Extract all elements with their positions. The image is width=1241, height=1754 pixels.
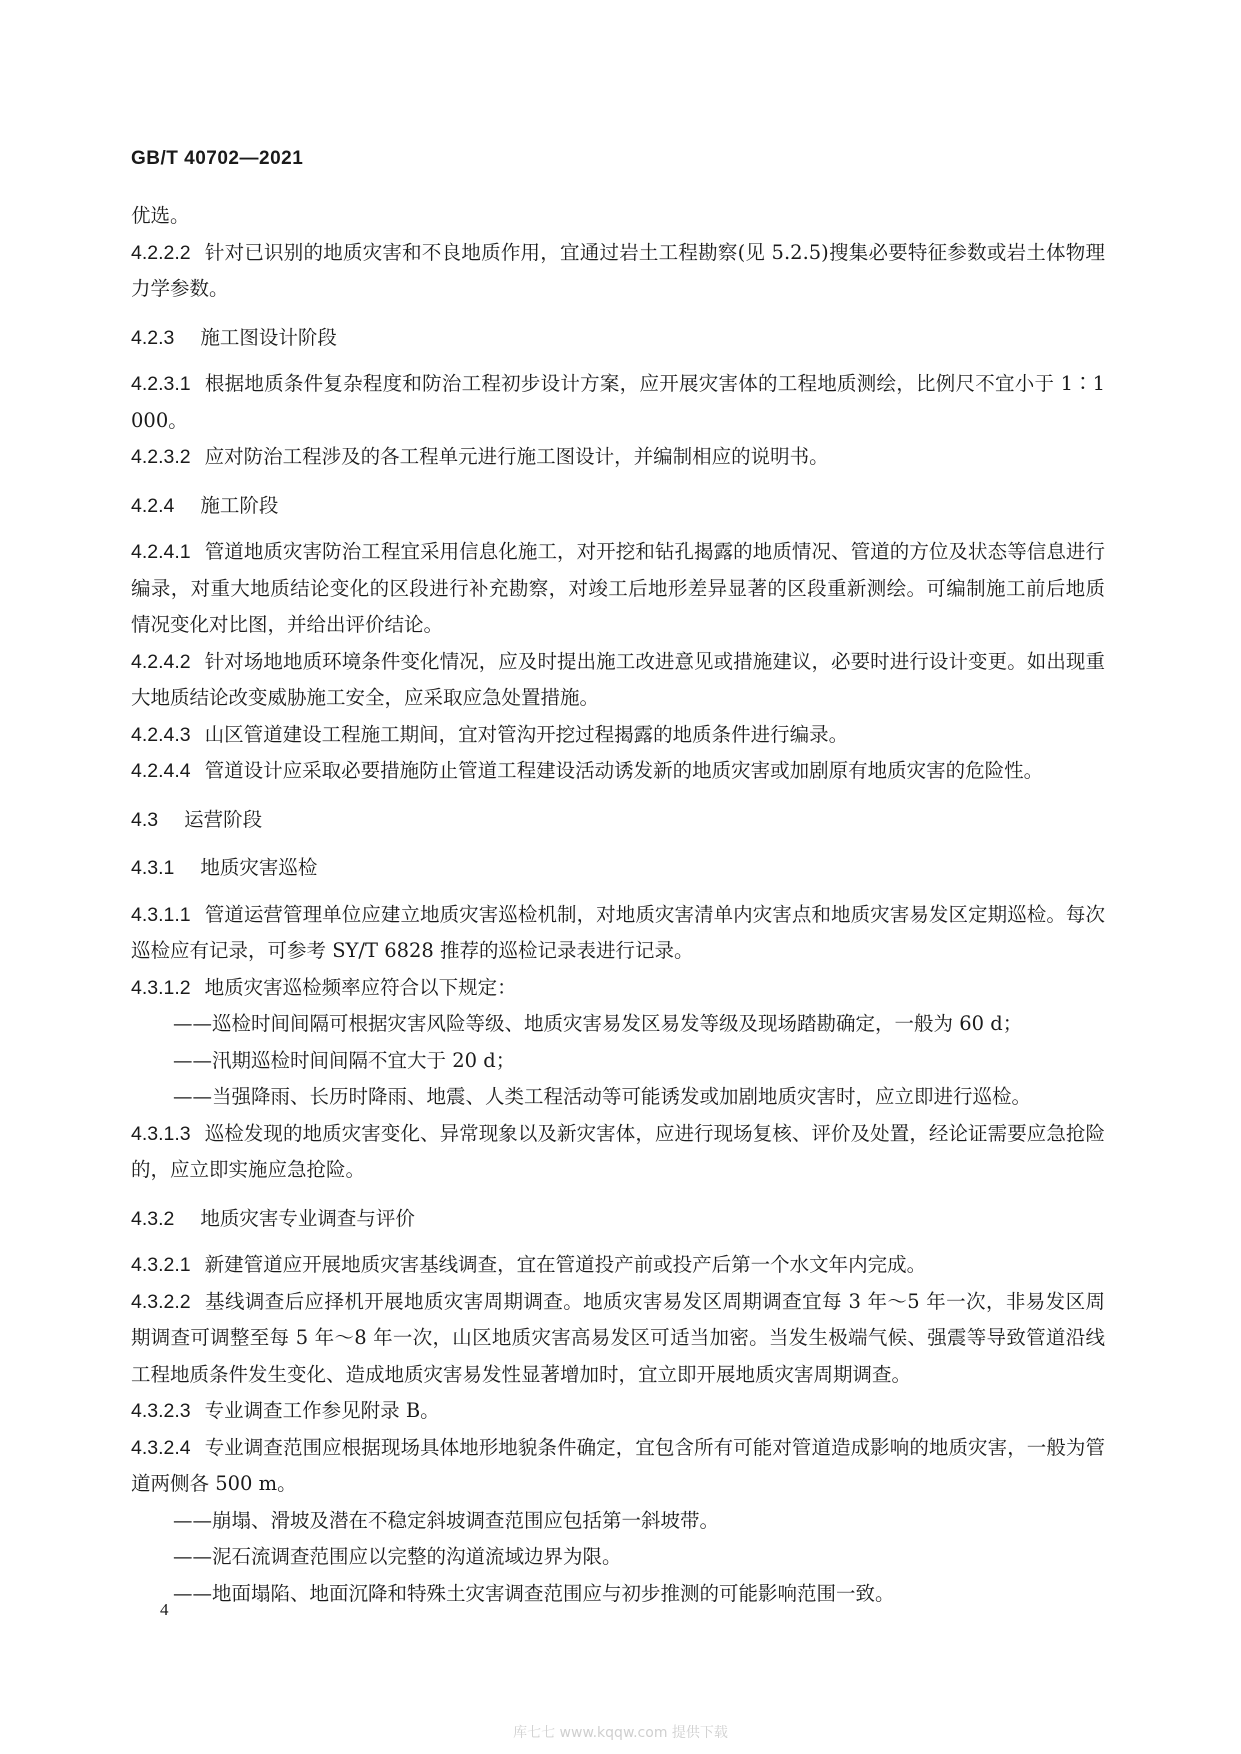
clause-text: 地质灾害巡检频率应符合以下规定： bbox=[204, 975, 517, 999]
section-heading-4-3-1 bbox=[131, 850, 1105, 887]
clause-4-3-1-3 bbox=[131, 1116, 1105, 1189]
clause-4-2-4-3 bbox=[131, 717, 1105, 754]
list-item: ——巡检时间间隔可根据灾害风险等级、地质灾害易发区易发等级及现场踏勘确定，一般为 60 d； bbox=[173, 1012, 1023, 1035]
clause-text: 专业调查工作参见附录 B。 bbox=[204, 1399, 440, 1422]
list-item: ——当强降雨、长历时降雨、地震、人类工程活动等可能诱发或加剧地质灾害时，应立即进行巡检。 bbox=[173, 1085, 1032, 1108]
clause-number: 4.3.1.2 bbox=[131, 976, 191, 999]
heading-text: 地质灾害巡检 bbox=[200, 856, 318, 879]
section-heading-4-2-3 bbox=[131, 320, 1105, 357]
clause-4-2-3-2 bbox=[131, 439, 1105, 476]
clause-text: 巡检发现的地质灾害变化、异常现象以及新灾害体，应进行现场复核、评价及处置，经论证需要应急抢险的，应立即实施应急抢险。 bbox=[131, 1121, 1105, 1181]
clause-number: 4.2.3.2 bbox=[131, 446, 191, 468]
clause-text: 管道设计应采取必要措施防止管道工程建设活动诱发新的地质灾害或加剧原有地质灾害的危险性。 bbox=[204, 759, 1044, 782]
heading-text: 运营阶段 bbox=[184, 807, 263, 831]
paragraph-continuation: 优选。 bbox=[131, 204, 190, 227]
list-item: ——汛期巡检时间间隔不宜大于 20 d； bbox=[173, 1048, 516, 1072]
watermark-text: 库七七 www.kqqw.com 提供下载 bbox=[513, 1725, 728, 1741]
standard-number: GB/T 40702—2021 bbox=[131, 148, 304, 169]
clause-4-3-1-1 bbox=[131, 897, 1105, 970]
clause-number: 4.2.3.1 bbox=[131, 373, 191, 395]
clause-4-2-4-2 bbox=[131, 644, 1105, 717]
clause-text: 根据地质条件复杂程度和防治工程初步设计方案，应开展灾害体的工程地质测绘，比例尺不宜小于 1∶1 000。 bbox=[131, 372, 1105, 432]
clause-text: 针对场地地质环境条件变化情况，应及时提出施工改进意见或措施建议，必要时进行设计变更。如出现重大地质结论改变威胁施工安全，应采取应急处置措施。 bbox=[131, 649, 1105, 709]
heading-text: 施工图设计阶段 bbox=[200, 325, 337, 349]
page-number: 4 bbox=[160, 1600, 169, 1619]
clause-text: 专业调查范围应根据现场具体地形地貌条件确定，宜包含所有可能对管道造成影响的地质灾害，一般为管道两侧各 500 m。 bbox=[131, 1435, 1105, 1495]
clause-4-2-3-1 bbox=[131, 366, 1105, 439]
section-heading-4-3 bbox=[131, 802, 1105, 839]
clause-text: 管道地质灾害防治工程宜采用信息化施工，对开挖和钻孔揭露的地质情况、管道的方位及状态等信息进行编录，对重大地质结论变化的区段进行补充勘察，对竣工后地形差异显著的区段重新测绘。可编制施工前后地质情况变化对比图，并给出评价结论。 bbox=[131, 540, 1105, 636]
clause-4-3-2-1 bbox=[131, 1247, 1105, 1284]
list-item: ——地面塌陷、地面沉降和特殊土灾害调查范围应与初步推测的可能影响范围一致。 bbox=[173, 1581, 895, 1605]
clause-number: 4.2.4.3 bbox=[131, 723, 191, 746]
clause-number: 4.2.4.1 bbox=[131, 541, 191, 563]
heading-text: 施工阶段 bbox=[200, 493, 279, 517]
clause-text: 基线调查后应择机开展地质灾害周期调查。地质灾害易发区周期调查宜每 3 年～5 年一次，非易发区周期调查可调整至每 5 年～8 年一次，山区地质灾害高易发区可适当加密。当发生极端气候、强震等导致管道沿线工程地质条件发生变化、造成地质灾害易发性显著增加时，宜立即开展地质灾害周期调查。 bbox=[131, 1289, 1105, 1386]
section-heading-4-2-4 bbox=[131, 488, 1105, 525]
heading-number: 4.3 bbox=[131, 808, 159, 831]
heading-number: 4.2.4 bbox=[131, 494, 175, 517]
clause-number: 4.3.1.1 bbox=[131, 903, 191, 926]
clause-number: 4.2.2.2 bbox=[131, 241, 191, 264]
clause-text: 新建管道应开展地质灾害基线调查，宜在管道投产前或投产后第一个水文年内完成。 bbox=[204, 1253, 927, 1276]
heading-number: 4.3.2 bbox=[131, 1207, 175, 1230]
clause-4-2-2-2 bbox=[131, 235, 1105, 308]
clause-text: 应对防治工程涉及的各工程单元进行施工图设计，并编制相应的说明书。 bbox=[204, 445, 829, 468]
clause-4-2-4-4 bbox=[131, 753, 1105, 790]
clause-4-3-2-4 bbox=[131, 1430, 1105, 1503]
clause-number: 4.3.2.2 bbox=[131, 1290, 191, 1313]
clause-number: 4.2.4.4 bbox=[131, 760, 191, 782]
list-item: ——崩塌、滑坡及潜在不稳定斜坡调查范围应包括第一斜坡带。 bbox=[173, 1508, 720, 1532]
clause-4-2-4-1 bbox=[131, 534, 1105, 644]
clause-4-3-2-2 bbox=[131, 1284, 1105, 1394]
section-heading-4-3-2 bbox=[131, 1201, 1105, 1238]
heading-text: 地质灾害专业调查与评价 bbox=[200, 1206, 415, 1230]
clause-4-3-1-2 bbox=[131, 970, 1105, 1007]
clause-number: 4.3.2.3 bbox=[131, 1400, 191, 1422]
clause-number: 4.3.1.3 bbox=[131, 1122, 191, 1145]
clause-number: 4.3.2.1 bbox=[131, 1254, 191, 1276]
clause-text: 管道运营管理单位应建立地质灾害巡检机制，对地质灾害清单内灾害点和地质灾害易发区定期巡检。每次巡检应有记录，可参考 SY/T 6828 推荐的巡检记录表进行记录。 bbox=[131, 902, 1105, 962]
body-content bbox=[131, 198, 1105, 1612]
heading-number: 4.3.1 bbox=[131, 857, 175, 879]
clause-text: 针对已识别的地质灾害和不良地质作用，宜通过岩土工程勘察(见 5.2.5)搜集必要特征参数或岩土体物理力学参数。 bbox=[131, 240, 1105, 300]
clause-4-3-2-3 bbox=[131, 1393, 1105, 1430]
list-item: ——泥石流调查范围应以完整的沟道流域边界为限。 bbox=[173, 1545, 622, 1568]
clause-text: 山区管道建设工程施工期间，宜对管沟开挖过程揭露的地质条件进行编录。 bbox=[204, 722, 849, 746]
heading-number: 4.2.3 bbox=[131, 326, 175, 349]
clause-number: 4.3.2.4 bbox=[131, 1436, 191, 1459]
clause-number: 4.2.4.2 bbox=[131, 650, 191, 673]
